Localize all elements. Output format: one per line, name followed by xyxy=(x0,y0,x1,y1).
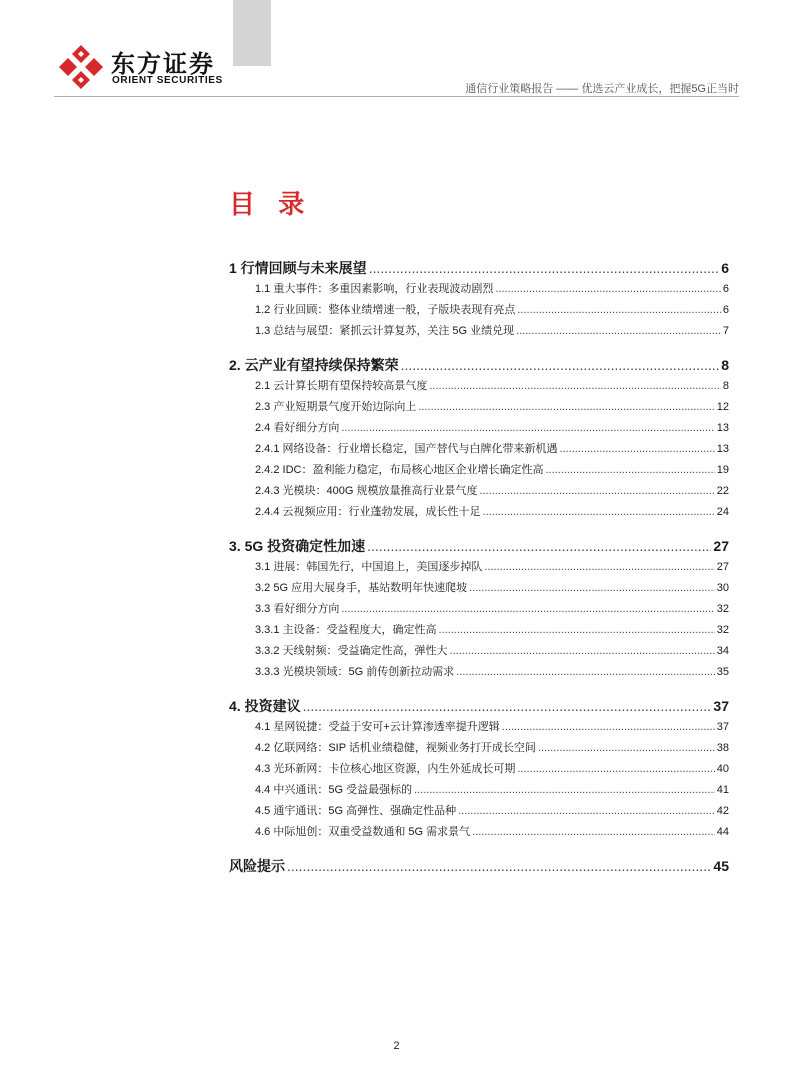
toc-entry-3-3-3[interactable]: 3.3.3 光模块领域：5G 前传创新拉动需求 ..... 35 xyxy=(229,663,729,684)
toc-entry-2-1[interactable]: 2.1 云计算长期有望保持较高景气度 ..... 8 xyxy=(229,377,729,398)
toc-entry-3-1[interactable]: 3.1 进展：韩国先行，中国追上，美国逐步掉队 ..... 27 xyxy=(229,558,729,579)
toc-entry-2-4-1[interactable]: 2.4.1 网络设备：行业增长稳定，国产替代与白牌化带来新机遇 ..... 13 xyxy=(229,440,729,461)
toc-entry-1-1[interactable]: 1.1 重大事件：多重因素影响，行业表现波动剧烈 ..... 6 xyxy=(229,280,729,301)
toc-entry-risk[interactable]: 风险提示 ..... 45 xyxy=(229,856,729,878)
toc-entry-2-4[interactable]: 2.4 看好细分方向 ..... 13 xyxy=(229,419,729,440)
toc-entry-2-4-3[interactable]: 2.4.3 光模块：400G 规模放量推高行业景气度 ..... 22 xyxy=(229,482,729,503)
toc-entry-4-1[interactable]: 4.1 星网锐捷：受益于安可+云计算渗透率提升逻辑 ..... 37 xyxy=(229,718,729,739)
toc-entry-4-4[interactable]: 4.4 中兴通讯：5G 受益最强标的 ..... 41 xyxy=(229,781,729,802)
toc-entry-3-2[interactable]: 3.2 5G 应用大展身手，基站数明年快速爬坡 ..... 30 xyxy=(229,579,729,600)
company-logo xyxy=(58,44,228,94)
toc-entry-3-3[interactable]: 3.3 看好细分方向 ..... 32 xyxy=(229,600,729,621)
toc-entry-1-3[interactable]: 1.3 总结与展望：紧抓云计算复苏，关注 5G 业绩兑现 ..... 7 xyxy=(229,322,729,343)
toc-entry-3[interactable]: 3. 5G 投资确定性加速 ..... 27 xyxy=(229,536,729,558)
brand-name-en: ORIENT SECURITIES xyxy=(112,75,223,86)
brand-name-cn: 东方证券 xyxy=(111,51,215,78)
toc-entry-2-4-2[interactable]: 2.4.2 IDC：盈利能力稳定，布局核心地区企业增长确定性高 ..... 19 xyxy=(229,461,729,482)
table-of-contents xyxy=(229,258,729,878)
logo-mark-icon xyxy=(58,44,104,90)
toc-entry-2-4-4[interactable]: 2.4.4 云视频应用：行业蓬勃发展，成长性十足 ..... 24 xyxy=(229,503,729,524)
toc-entry-1-2[interactable]: 1.2 行业回顾：整体业绩增速一般，子版块表现有亮点 ..... 6 xyxy=(229,301,729,322)
toc-entry-1[interactable]: 1 行情回顾与未来展望 ..... 6 xyxy=(229,258,729,280)
toc-entry-4-2[interactable]: 4.2 亿联网络：SIP 话机业绩稳健，视频业务打开成长空间 ..... 38 xyxy=(229,739,729,760)
toc-entry-4-5[interactable]: 4.5 通宇通讯：5G 高弹性、强确定性品种 ..... 42 xyxy=(229,802,729,823)
toc-entry-3-3-1[interactable]: 3.3.1 主设备：受益程度大，确定性高 ..... 32 xyxy=(229,621,729,642)
toc-entry-3-3-2[interactable]: 3.3.2 天线射频：受益确定性高，弹性大 ..... 34 xyxy=(229,642,729,663)
report-title: 通信行业策略报告 —— 优选云产业成长，把握5G正当时 xyxy=(465,83,739,95)
page-number: 2 xyxy=(393,1040,400,1052)
toc-entry-4-3[interactable]: 4.3 光环新网：卡位核心地区资源，内生外延成长可期 ..... 40 xyxy=(229,760,729,781)
toc-entry-2-3[interactable]: 2.3 产业短期景气度开始边际向上 ..... 12 xyxy=(229,398,729,419)
toc-entry-4-6[interactable]: 4.6 中际旭创：双重受益数通和 5G 需求景气 ..... 44 xyxy=(229,823,729,844)
header-divider xyxy=(54,96,739,97)
header-decor-band xyxy=(233,0,271,66)
toc-entry-2[interactable]: 2. 云产业有望持续保持繁荣 ..... 8 xyxy=(229,355,729,377)
toc-heading: 目 录 xyxy=(229,189,313,219)
toc-entry-4[interactable]: 4. 投资建议 ..... 37 xyxy=(229,696,729,718)
